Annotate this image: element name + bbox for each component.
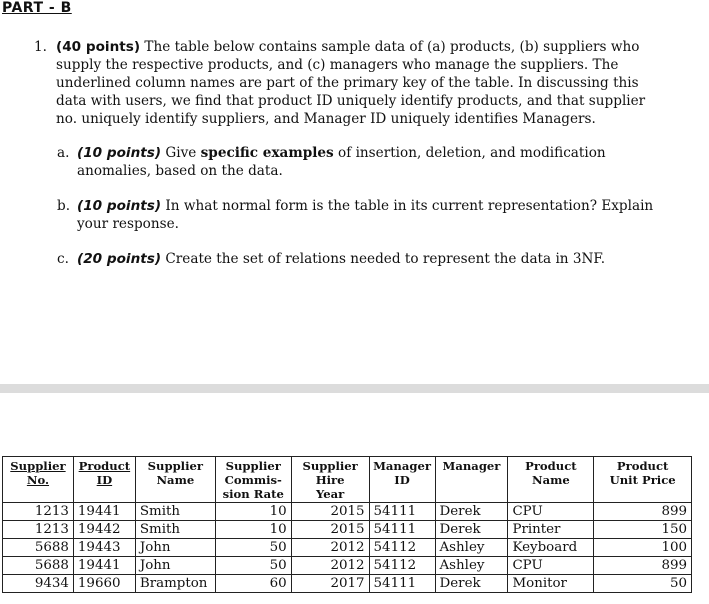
cell-product-name: Printer <box>508 521 594 539</box>
header-line: Commis- <box>224 473 282 487</box>
cell-product-name: CPU <box>508 503 594 521</box>
header-manager-id <box>369 457 435 503</box>
header-line: Product <box>616 459 669 473</box>
table-row <box>3 539 692 557</box>
header-hire-year <box>291 457 369 503</box>
cell-commission-rate: 10 <box>215 521 291 539</box>
cell-hire-year: 2015 <box>291 521 369 539</box>
header-line: Supplier <box>225 459 281 473</box>
cell-supplier-no: 5688 <box>3 539 74 557</box>
header-manager <box>435 457 508 503</box>
table-row <box>3 575 692 593</box>
cell-supplier-name: Smith <box>135 503 215 521</box>
cell-unit-price: 50 <box>594 575 692 593</box>
cell-supplier-name: John <box>135 557 215 575</box>
cell-hire-year: 2012 <box>291 557 369 575</box>
subquestion-points: (10 points) <box>77 145 162 161</box>
header-supplier-name <box>135 457 215 503</box>
question-line: The table below contains sample data of (a) products, (b) suppliers who <box>144 39 640 55</box>
header-line: ID <box>394 473 410 487</box>
cell-product-id: 19441 <box>73 557 135 575</box>
cell-product-id: 19443 <box>73 539 135 557</box>
cell-product-name: CPU <box>508 557 594 575</box>
cell-supplier-no: 9434 <box>3 575 74 593</box>
subquestion-b <box>57 197 687 233</box>
header-line: Name <box>156 473 195 487</box>
question-line: supply the respective products, and (c) managers who manage the suppliers. The <box>56 57 619 73</box>
cell-manager-id: 54111 <box>369 503 435 521</box>
subquestion-text: In what normal form is the table in its current representation? Explain <box>161 198 654 214</box>
subquestion-label: c. <box>57 251 69 267</box>
table-row <box>3 557 692 575</box>
header-line: Manager <box>442 459 501 473</box>
header-line: Product <box>78 459 131 473</box>
header-line: Manager <box>373 459 431 473</box>
cell-hire-year: 2012 <box>291 539 369 557</box>
section-divider <box>0 384 709 393</box>
cell-unit-price: 899 <box>594 557 692 575</box>
cell-product-id: 19660 <box>73 575 135 593</box>
header-line: ID <box>96 473 113 487</box>
header-line: Name <box>531 473 570 487</box>
header-line: Supplier <box>147 459 203 473</box>
cell-supplier-name: John <box>135 539 215 557</box>
cell-product-id: 19442 <box>73 521 135 539</box>
cell-supplier-name: Brampton <box>135 575 215 593</box>
cell-manager-id: 54111 <box>369 575 435 593</box>
subquestion-text: Create the set of relations needed to represent the data in 3NF. <box>161 251 606 267</box>
header-supplier-no <box>3 457 74 503</box>
header-line: Supplier <box>302 459 358 473</box>
cell-commission-rate: 10 <box>215 503 291 521</box>
header-line: sion Rate <box>222 487 284 501</box>
table-header-row <box>3 457 692 503</box>
cell-manager: Ashley <box>435 557 508 575</box>
subquestion-points: (10 points) <box>77 198 162 214</box>
header-product-name <box>508 457 594 503</box>
cell-supplier-no: 1213 <box>3 521 74 539</box>
subquestion-text: Give <box>161 145 201 161</box>
header-line: Supplier <box>10 459 66 473</box>
cell-commission-rate: 50 <box>215 557 291 575</box>
header-product-id <box>73 457 135 503</box>
header-unit-price <box>594 457 692 503</box>
cell-supplier-no: 5688 <box>3 557 74 575</box>
question-line: no. uniquely identify suppliers, and Manager ID uniquely identifies Managers. <box>56 111 596 127</box>
subquestion-a <box>57 144 687 180</box>
header-line: Hire <box>315 473 345 487</box>
cell-product-name: Keyboard <box>508 539 594 557</box>
cell-manager: Ashley <box>435 539 508 557</box>
cell-manager-id: 54111 <box>369 521 435 539</box>
subquestion-text: of insertion, deletion, and modification <box>333 145 606 161</box>
cell-manager: Derek <box>435 503 508 521</box>
cell-hire-year: 2017 <box>291 575 369 593</box>
subquestion-label: b. <box>57 198 71 214</box>
cell-manager: Derek <box>435 575 508 593</box>
cell-product-name: Monitor <box>508 575 594 593</box>
cell-hire-year: 2015 <box>291 503 369 521</box>
cell-product-id: 19441 <box>73 503 135 521</box>
cell-unit-price: 100 <box>594 539 692 557</box>
cell-supplier-name: Smith <box>135 521 215 539</box>
table-row <box>3 521 692 539</box>
subquestion-emphasis: specific examples <box>200 145 334 161</box>
cell-manager: Derek <box>435 521 508 539</box>
question-line: data with users, we find that product ID uniquely identify products, and that supplier <box>56 93 646 109</box>
subquestion-c <box>57 250 687 268</box>
cell-unit-price: 150 <box>594 521 692 539</box>
cell-manager-id: 54112 <box>369 557 435 575</box>
header-line: Unit Price <box>609 473 676 487</box>
subquestion-points: (20 points) <box>77 251 162 267</box>
question-line: underlined column names are part of the primary key of the table. In discussing this <box>56 75 639 91</box>
sample-data-table <box>2 456 692 593</box>
part-title: PART - B <box>2 0 72 16</box>
subquestion-label: a. <box>57 145 70 161</box>
header-line: Product <box>525 459 577 473</box>
header-line: No. <box>26 473 50 487</box>
header-commission-rate <box>215 457 291 503</box>
cell-commission-rate: 60 <box>215 575 291 593</box>
question-number: 1. <box>34 39 47 55</box>
subquestion-continuation: your response. <box>77 216 179 232</box>
cell-unit-price: 899 <box>594 503 692 521</box>
subquestion-continuation: anomalies, based on the data. <box>77 163 283 179</box>
cell-supplier-no: 1213 <box>3 503 74 521</box>
question-text <box>56 38 645 128</box>
question-points: (40 points) <box>56 39 141 55</box>
cell-commission-rate: 50 <box>215 539 291 557</box>
question-1 <box>34 38 692 128</box>
cell-manager-id: 54112 <box>369 539 435 557</box>
header-line: Year <box>315 487 345 501</box>
table-row <box>3 503 692 521</box>
